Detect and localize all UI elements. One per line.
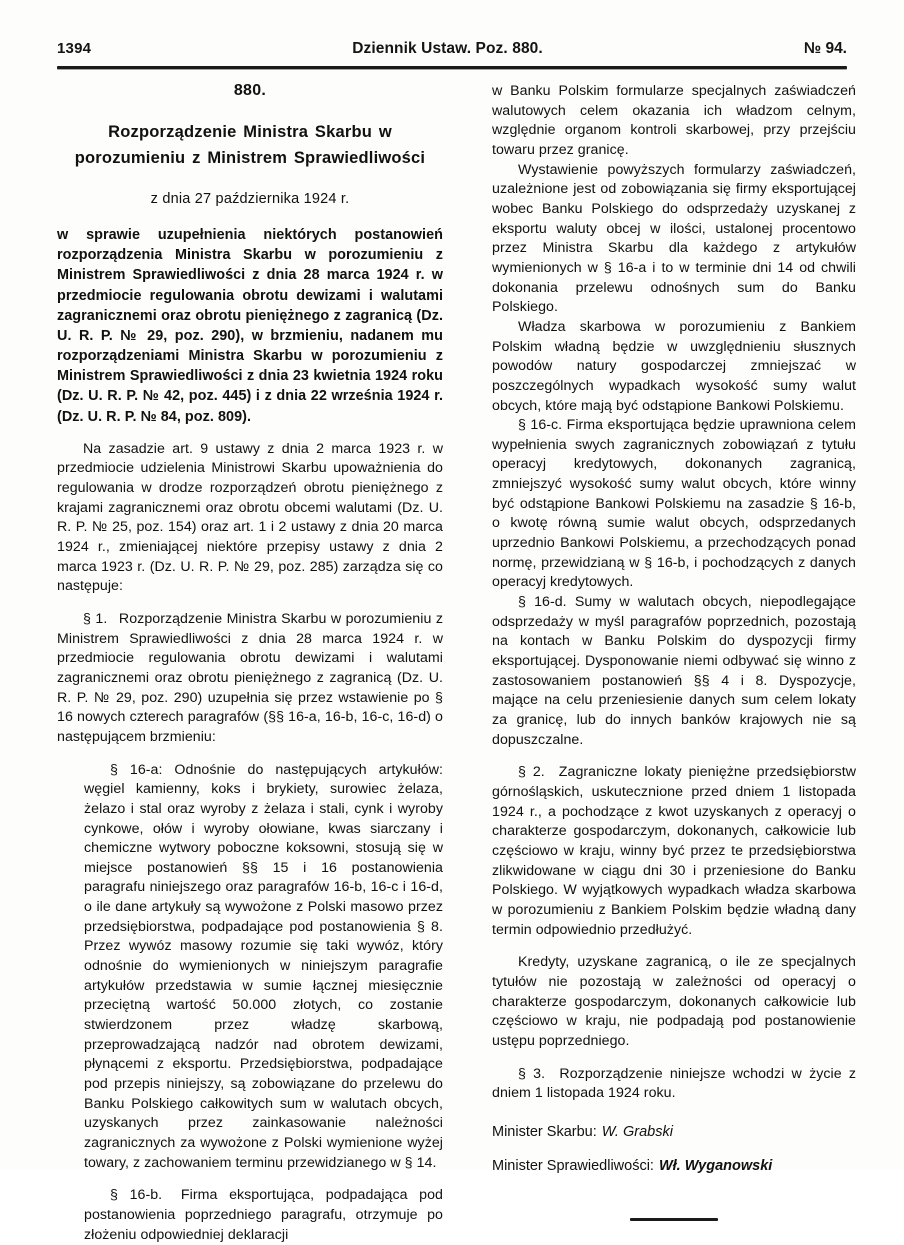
paragraph-16b-continuation: w Banku Polskim formularze specjalnych zaświadczeń walutowych celem okazania ich władzom celnym, względnie organom kontroli skarbowej, przy przejściu towaru przez granicę. <box>492 83 856 158</box>
page-number: 1394 <box>57 40 92 57</box>
paragraph-2: § 2. Zagraniczne lokaty pieniężne przedsiębiorstw górnośląskich, uskutecznione przed dniem 1 listopada 1924 r., a pochodzące z kwot uzyskanych z operacyj o charakterze gospodarczym, dokonanych, całkowicie lub częściowo w kraju, winny być przez te przedsiębiorstwa zlikwidowane w ciągu dni 30 i przeniesione do Banku Polskiego. W wyjątkowych wypadkach władza skarbowa w porozumieniu z Bankiem Polskim będzie władną dany termin odpowiednio przedłużyć. <box>492 764 856 938</box>
signature-finance-name: W. Grabski <box>601 1123 673 1140</box>
paragraph-credits: Kredyty, uzyskane zagranicą, o ile ze specjalnych tytułów nie pozostają w zależności od operacyj o charakterze gospodarczym, dokonanych całkowicie lub częściowo w kraju, nie podpadają pod postanowienie ustępu poprzedniego. <box>492 954 856 1049</box>
header-divider <box>57 66 847 69</box>
paragraph-3: § 3. Rozporządzenie niniejsze wchodzi w życie z dniem 1 listopada 1924 roku. <box>492 1065 856 1102</box>
paragraph-tax-authority: Władza skarbowa w porozumieniu z Bankiem Polskim władną będzie w uwzględnieniu słusznych powodów natury gospodarczej zmniejszać w poszczególnych wypadkach wysokość sumy walut obcych, które mają być odstąpione Bankowi Polskiemu. <box>492 318 856 414</box>
journal-title: Dziennik Ustaw. Poz. 880. <box>352 40 543 57</box>
preamble-paragraph: Na zasadzie art. 9 ustawy z dnia 2 marca 1923 r. w przedmiocie udzielenia Ministrowi Skarbu upoważnienia do regulowania w drodze rozporządzeń obrotu pieniężnego z krajami zagranicznemi oraz obrotu obcemi walutami (Dz. U. R. P. № 25, poz. 154) oraz art. 1 i 2 ustawy z dnia 20 marca 1924 r., zmieniającej niektóre przepisy ustawy z dnia 2 marca 1923 r. (Dz. U. R. P. № 29, poz. 285) zarządza się co następuje: <box>57 440 443 595</box>
two-column-body <box>57 82 856 1243</box>
left-column <box>57 82 443 1243</box>
signature-justice-name: Wł. Wyganowski <box>658 1158 773 1175</box>
paragraph-1: § 1. Rozporządzenie Ministra Skarbu w porozumieniu z Ministrem Sprawiedliwości z dnia 28 marca 1924 r. w przedmiocie regulowania obrotu dewizami i walutami zagranicznemi oraz obrotu pieniężnego z zagranicą (Dz. U. R. P. № 29, poz. 290) uzupełnia się przez wstawienie po § 16 nowych czterech paragrafów (§§ 16-a, 16-b, 16-c, 16-d) o następującem brzmieniu: <box>57 610 443 745</box>
issue-number: № 94. <box>803 40 847 57</box>
end-of-act-divider <box>630 1218 718 1221</box>
act-date: z dnia 27 października 1924 r. <box>150 191 350 208</box>
paragraph-16b: § 16-b. Firma eksportująca, podpadająca pod postanowienia poprzedniego paragrafu, otrzymuje po złożeniu odpowiedniej deklaracji <box>84 1187 443 1243</box>
running-head <box>57 40 847 62</box>
paragraph-16d: § 16-d. Sumy w walutach obcych, niepodlegające odsprzedaży w myśl paragrafów poprzednich, pozostają na kontach w Banku Polskim do dyspozycji firmy eksportującej. Dysponowanie niemi odbywać się winno z zastosowaniem postanowień §§ 4 i 8. Dyspozycje, mające na celu przeniesienie danych sum celem lokaty za granicę, lub do innych banków krajowych nie są dopuszczalne. <box>492 594 856 748</box>
paragraph-certificates: Wystawienie powyższych formularzy zaświadczeń, uzależnione jest od zobowiązania się firmy eksportującej wobec Banku Polskiego do odsprzedaży uzyskanej z eksportu waluty obcej w ilości, ustalonej procentowo przez Ministra Skarbu dla każdego z artykułów wymienionych w § 16-a i to w terminie dni 14 od chwili dokonania przelewu odnośnych sum do Banku Polskiego. <box>492 161 856 316</box>
signature-justice-label: Minister Sprawiedliwości: <box>492 1158 654 1175</box>
signature-finance <box>492 1122 856 1142</box>
paragraph-16a: § 16-a: Odnośnie do następujących artykułów: węgiel kamienny, koks i brykiety, surowiec żelaza, żelazo i stal oraz wyroby z żelaza i stali, cynk i wyroby cynkowe, ołów i wyroby ołowiane, kwas siarczany i chemiczne wytwory poboczne koksowni, stosują się w miejsce postanowień §§ 15 i 16 postanowienia paragrafu niniejszego oraz paragrafów 16-b, 16-c i 16-d, o ile dane artykuły są wywożone z Polski masowo przez przedsiębiorstwa, podpadające pod postanowienia § 8. Przez wywóz masowy rozumie się taki wywóz, który odnośnie do wymienionych w niniejszym paragrafie artykułów przedstawia w sumie łącznej miesięcznie przeciętną wartość 50.000 złotych, co zostanie stwierdzonem przez władzę skarbową, przeprowadzającą nadzór nad obrotem dewizami, płynącemi z eksportu. Przedsiębiorstwa, podpadające pod przepis niniejszy, są zobowiązane do przelewu do Banku Polskiego całkowitych sum w walutach obcych, uzyskanych przez zainkasowanie należności zagranicznych za wywożone z Polski wymienione wyżej towary, z zachowaniem terminu przewidzianego w § 14. <box>84 761 443 1171</box>
signature-block <box>492 1122 856 1177</box>
signature-justice <box>492 1156 856 1176</box>
right-column <box>492 82 856 1175</box>
signature-finance-label: Minister Skarbu: <box>492 1123 597 1140</box>
paragraph-16c: § 16-c. Firma eksportująca będzie uprawniona celem wypełnienia swych zagranicznych zobowiązań z tytułu operacyj kredytowych, dokonanych zagranicą, zmniejszyć wysokość sumy walut obcych, które winny być odstąpione Bankowi Polskiemu na zasadzie § 16-b, o kwotę równą sumie walut obcych, odsprzedanych uprzednio Bankowi Polskiemu, a przechodzących ponad normę, przewidzianą w § 16-b, i pochodzących z danych operacyj kredytowych. <box>492 417 856 591</box>
act-subtitle: w sprawie uzupełnienia niektórych postanowień rozporządzenia Ministra Skarbu w porozumieniu z Ministrem Sprawiedliwości z dnia 28 marca 1924 r. w przedmiocie regulowania obrotu dewizami i walutami zagranicznemi oraz obrotu pieniężnego z zagranicą (Dz. U. R. P. № 29, poz. 290), w brzmieniu, nadanem mu rozporządzeniami Ministra Skarbu w porozumieniu z Ministrem Sprawiedliwości z dnia 23 kwietnia 1924 roku (Dz. U. R. P. № 42, poz. 445) i z dnia 22 września 1924 r. (Dz. U. R. P. № 84, poz. 809). <box>57 227 443 425</box>
act-number: 880. <box>233 82 267 99</box>
act-title: Rozporządzenie Ministra Skarbu w porozumieniu z Ministrem Sprawiedliwości <box>74 123 426 167</box>
